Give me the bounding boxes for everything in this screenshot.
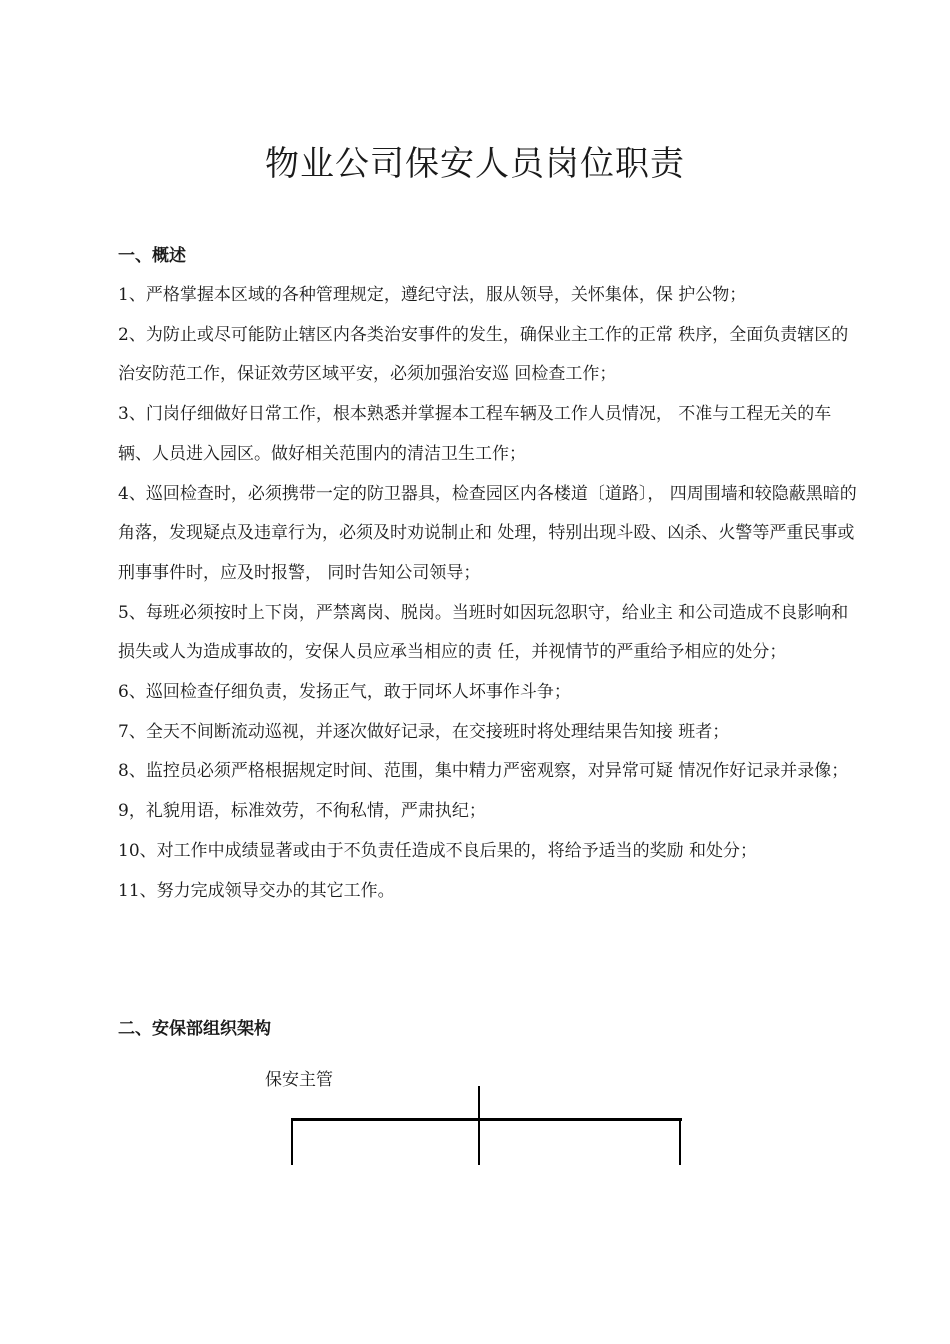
list-item: 1、严格掌握本区域的各种管理规定，遵纪守法，服从领导，关怀集体，保 护公物； xyxy=(118,285,747,305)
org-branch-left-line xyxy=(291,1118,293,1165)
list-item: 5、每班必须按时上下岗，严禁离岗、脱岗。当班时如因玩忽职守，给业主 和公司造成不良影响和损失或人为造成事故的，安保人员应承当相应的责 任，并视情节的严重给予相应的处分； xyxy=(118,602,849,663)
org-branch-right-line xyxy=(679,1118,681,1165)
org-trunk-line xyxy=(478,1086,480,1165)
document-title: 物业公司保安人员岗位职责 xyxy=(265,144,685,184)
list-item: 4、巡回检查时，必须携带一定的防卫器具，检查园区内各楼道〔道路〕， 四周围墙和较隐蔽黑暗的角落，发现疑点及违章行为，必须及时劝说制止和 处理，特别出现斗殴、凶杀、火警等严重民事或刑事事件时，应及时报警， 同时告知公司领导； xyxy=(118,483,857,583)
list-item: 2、为防止或尽可能防止辖区内各类治安事件的发生，确保业主工作的正常 秩序，全面负责辖区的治安防范工作，保证效劳区域平安，必须加强治安巡 回检查工作； xyxy=(118,324,849,385)
list-item: 6、巡回检查仔细负责，发扬正气，敢于同坏人坏事作斗争； xyxy=(118,682,571,703)
section-heading-overview: 一、概述 xyxy=(118,246,186,266)
list-item: 9，礼貌用语，标准效劳，不徇私情，严肃执纪； xyxy=(118,801,486,822)
org-horizontal-line xyxy=(291,1118,682,1121)
org-root-label: 保安主管 xyxy=(265,1070,333,1090)
list-item: 11、努力完成领导交办的其它工作。 xyxy=(118,880,395,901)
section-heading-org-structure: 二、安保部组织架构 xyxy=(118,1019,271,1039)
responsibilities-list xyxy=(118,276,860,911)
list-item: 10、对工作中成绩显著或由于不负责任造成不良后果的，将给予适当的奖励 和处分； xyxy=(118,840,758,861)
list-item: 7、全天不间断流动巡视，并逐次做好记录，在交接班时将处理结果告知接 班者； xyxy=(118,721,730,742)
list-item: 8、监控员必须严格根据规定时间、范围，集中精力严密观察，对异常可疑 情况作好记录并录像； xyxy=(118,761,849,782)
list-item: 3、门岗仔细做好日常工作，根本熟悉并掌握本工程车辆及工作人员情况， 不准与工程无关的车辆、人员进入园区。做好相关范围内的清洁卫生工作； xyxy=(118,404,832,464)
